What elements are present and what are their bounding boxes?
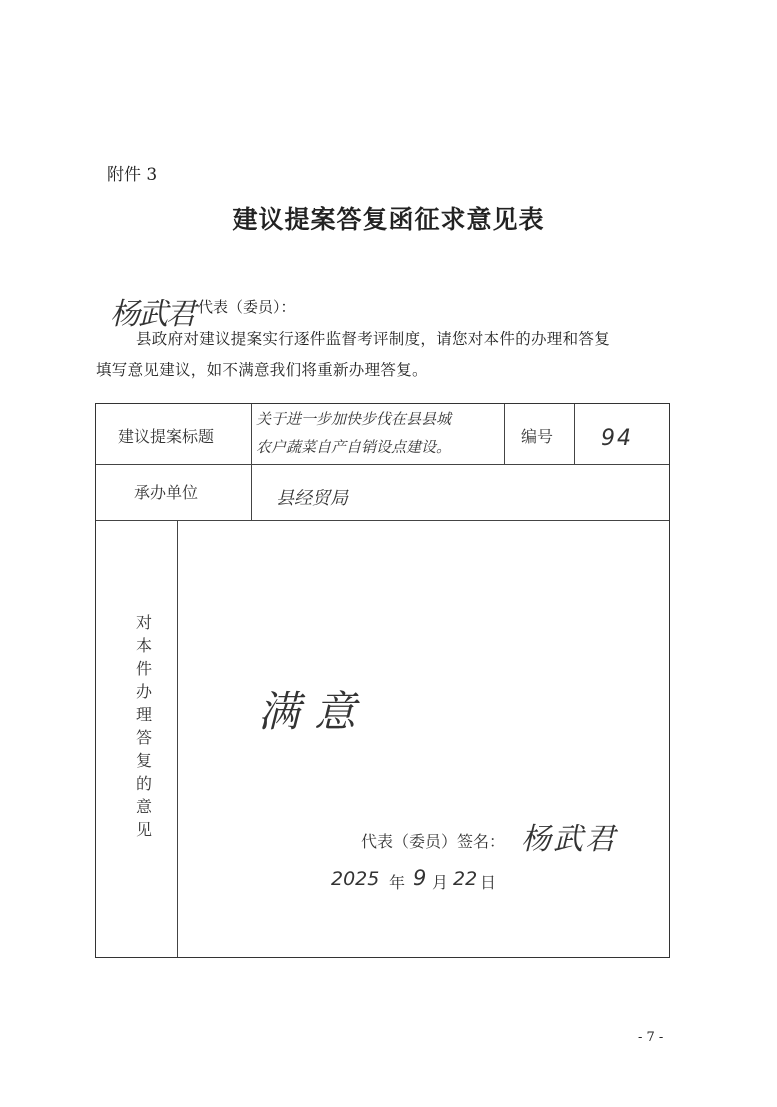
date-month-unit: 月 xyxy=(432,873,449,892)
handling-unit-value: 县经贸局 xyxy=(276,488,348,509)
date-year: 2025 xyxy=(331,868,380,890)
opinion-value: 满意 xyxy=(258,687,371,736)
column-divider xyxy=(251,404,252,520)
proposal-title-value-line1: 关于进一步加快步伐在县县城 xyxy=(256,410,452,428)
opinion-form xyxy=(95,403,670,958)
row-divider xyxy=(96,464,669,465)
proposal-title-value-line2: 农户蔬菜自产自销设点建设。 xyxy=(256,438,452,456)
signature-label: 代表（委员）签名： xyxy=(361,832,506,851)
intro-line-2: 填写意见建议，如不满意我们将重新办理答复。 xyxy=(96,361,428,379)
date-year-unit: 年 xyxy=(389,873,406,892)
number-value: 94 xyxy=(601,426,633,451)
opinion-label: 对本件办理答复的意见 xyxy=(135,613,152,839)
attachment-label: 附件 3 xyxy=(107,165,158,185)
handling-unit-label: 承办单位 xyxy=(134,483,199,502)
representative-signature: 杨武君 xyxy=(521,822,617,857)
column-divider xyxy=(177,520,178,957)
column-divider xyxy=(504,404,505,464)
addressee-suffix: 代表（委员）： xyxy=(198,298,296,316)
number-label: 编号 xyxy=(521,427,554,446)
row-divider xyxy=(96,520,669,521)
date-day-unit: 日 xyxy=(480,873,497,892)
page-number: - 7 - xyxy=(638,1030,664,1045)
intro-line-1: 县政府对建议提案实行逐件监督考评制度，请您对本件的办理和答复 xyxy=(136,330,611,348)
column-divider xyxy=(574,404,575,464)
proposal-title-label: 建议提案标题 xyxy=(118,427,215,446)
document-title: 建议提案答复函征求意见表 xyxy=(232,205,545,234)
date-month: 9 xyxy=(413,866,427,890)
date-day: 22 xyxy=(453,868,478,890)
addressee-signature: 杨武君 xyxy=(110,297,194,332)
